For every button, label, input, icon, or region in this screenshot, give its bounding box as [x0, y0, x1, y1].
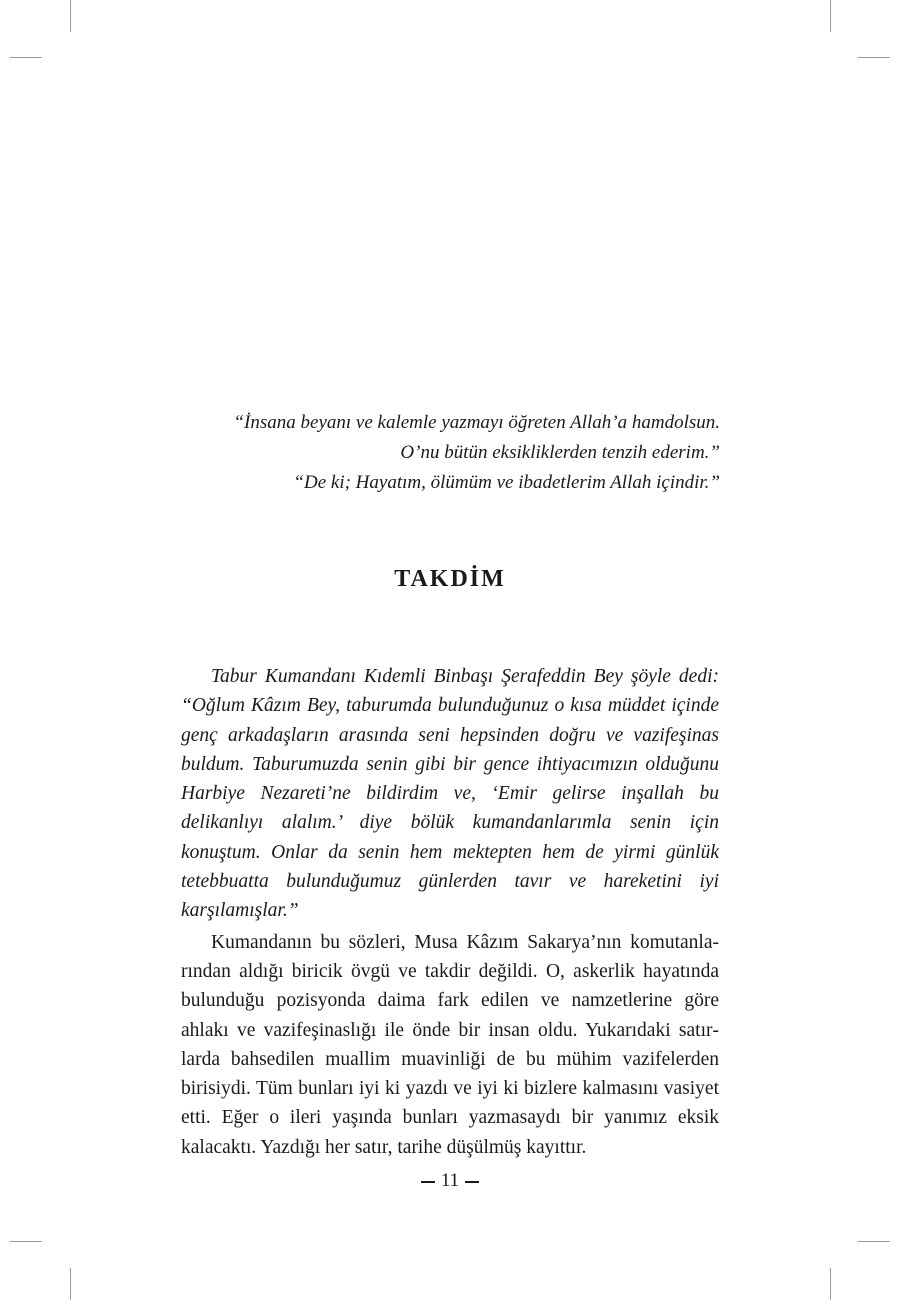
epigraph-line: “De ki; Hayatım, ölümüm ve ibadetlerim Allah içindir.” [293, 472, 720, 493]
crop-mark [858, 57, 890, 58]
section-title: TAKDİM [394, 566, 506, 592]
crop-mark [10, 1241, 42, 1242]
page-number [0, 1170, 900, 1192]
crop-mark [830, 0, 831, 32]
page-number-value: 11 [440, 1170, 460, 1191]
epigraph [180, 408, 720, 498]
crop-mark [70, 1268, 71, 1300]
dash-ornament [465, 1181, 479, 1183]
quote-paragraph: Tabur Kumandanı Kıdemli Binbaşı Şerafeddin Bey şöyle dedi: “Oğlum Kâzım Bey, taburumda bulunduğunuz o kısa müddet içinde genç arkadaşların arasında seni hepsinden doğru ve vazifeşinas buldum. Taburumuzda senin gibi bir gence ihtiyacımızın olduğunu Harbiye Nezareti’ne bildirdim ve, ‘Emir gelirse inşallah bu delikanlıyı alalım.’ diye bölük kumandanlarımla senin için konuştum. Onlar da senin hem mektepten hem de yirmi günlük tetebbuatta bulunduğumuz günlerden tavır ve hareketini iyi karşılamışlar.” [181, 666, 719, 922]
body-paragraph: Kumandanın bu sözleri, Musa Kâzım Sakarya’nın komutanlarından aldığı biricik övgü ve takdir değildi. O, askerlik hayatında bulunduğu pozisyonda daima fark edilen ve namzetlerine göre ahlakı ve vazifeşinaslığı ile önde bir insan oldu. Yukarıdaki satırlarda bahsedilen muallim muavinliği de bu mühim vazifelerden birisiydi. Tüm bunları iyi ki yazdı ve iyi ki bizlere kalmasını vasiyet etti. Eğer o ileri yaşında bunları yazmasaydı bir yanımız eksik kalacaktı. Yazdığı her satır, tarihe düşülmüş kayıttır. [181, 931, 719, 1158]
dash-ornament [421, 1181, 435, 1183]
epigraph-line: O’nu bütün eksikliklerden tenzih ederim.” [400, 442, 720, 463]
epigraph-line: “İnsana beyanı ve kalemle yazmayı öğreten Allah’a hamdolsun. [233, 412, 720, 433]
crop-mark [10, 57, 42, 58]
crop-mark [858, 1241, 890, 1242]
body-text [181, 662, 719, 1162]
crop-mark [830, 1268, 831, 1300]
crop-mark [70, 0, 71, 32]
